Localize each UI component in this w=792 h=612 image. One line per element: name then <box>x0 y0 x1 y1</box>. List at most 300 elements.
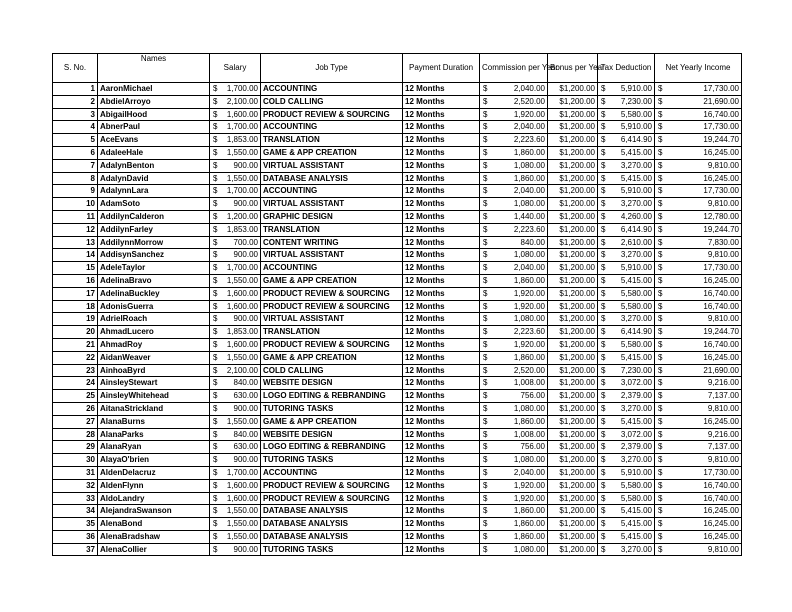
cell-commission-value: 2,040.00 <box>513 467 545 477</box>
table-row <box>53 377 742 390</box>
currency-symbol: $ <box>658 455 663 465</box>
cell-sno: 1 <box>53 83 98 96</box>
currency-symbol: $ <box>601 378 606 388</box>
cell-job-type: TUTORING TASKS <box>261 454 403 467</box>
cell-sno: 20 <box>53 326 98 339</box>
cell-commission <box>480 134 548 147</box>
cell-commission <box>480 479 548 492</box>
cell-salary-value: 840.00 <box>233 429 258 439</box>
cell-commission <box>480 300 548 313</box>
cell-salary <box>210 185 261 198</box>
currency-symbol: $ <box>483 403 488 413</box>
currency-symbol: $ <box>658 301 663 311</box>
cell-payment-duration: 12 Months <box>403 95 480 108</box>
cell-net-income-value: 9,810.00 <box>707 314 739 324</box>
currency-symbol: $ <box>658 519 663 529</box>
currency-symbol: $ <box>658 544 663 554</box>
currency-symbol: $ <box>658 416 663 426</box>
cell-salary-value: 1,600.00 <box>226 480 258 490</box>
cell-job-type: LOGO EDITING & REBRANDING <box>261 390 403 403</box>
cell-commission-value: 2,040.00 <box>513 122 545 132</box>
cell-salary <box>210 377 261 390</box>
currency-symbol: $ <box>483 224 488 234</box>
cell-sno: 36 <box>53 530 98 543</box>
table-row <box>53 300 742 313</box>
cell-net-income-value: 9,810.00 <box>707 199 739 209</box>
currency-symbol: $ <box>483 480 488 490</box>
table-row <box>53 210 742 223</box>
cell-net-income <box>655 185 742 198</box>
cell-name: AlanaBurns <box>98 415 210 428</box>
cell-commission <box>480 543 548 556</box>
currency-symbol: $ <box>483 96 488 106</box>
table-row <box>53 492 742 505</box>
cell-payment-duration: 12 Months <box>403 287 480 300</box>
cell-sno: 25 <box>53 390 98 403</box>
currency-symbol: $ <box>601 544 606 554</box>
cell-commission-value: 1,080.00 <box>513 250 545 260</box>
currency-symbol: $ <box>601 109 606 119</box>
currency-symbol: $ <box>213 442 218 452</box>
currency-symbol: $ <box>601 275 606 285</box>
table-row <box>53 249 742 262</box>
cell-payment-duration: 12 Months <box>403 134 480 147</box>
cell-bonus: $1,200.00 <box>548 466 598 479</box>
cell-bonus: $1,200.00 <box>548 454 598 467</box>
cell-sno: 34 <box>53 505 98 518</box>
cell-tax-deduction-value: 5,415.00 <box>620 531 652 541</box>
cell-tax-deduction-value: 5,910.00 <box>620 84 652 93</box>
cell-job-type: PRODUCT REVIEW & SOURCING <box>261 300 403 313</box>
currency-symbol: $ <box>213 416 218 426</box>
cell-tax-deduction <box>598 377 655 390</box>
cell-commission <box>480 338 548 351</box>
cell-salary <box>210 402 261 415</box>
currency-symbol: $ <box>658 339 663 349</box>
cell-net-income <box>655 223 742 236</box>
cell-commission-value: 2,040.00 <box>513 263 545 273</box>
cell-name: AlenaBond <box>98 518 210 531</box>
cell-payment-duration: 12 Months <box>403 377 480 390</box>
cell-name: AddilynFarley <box>98 223 210 236</box>
cell-salary <box>210 95 261 108</box>
cell-tax-deduction-value: 5,415.00 <box>620 519 652 529</box>
cell-payment-duration: 12 Months <box>403 210 480 223</box>
cell-job-type: PRODUCT REVIEW & SOURCING <box>261 108 403 121</box>
cell-sno: 27 <box>53 415 98 428</box>
currency-symbol: $ <box>601 429 606 439</box>
cell-net-income <box>655 134 742 147</box>
cell-tax-deduction-value: 5,910.00 <box>620 263 652 273</box>
cell-salary <box>210 518 261 531</box>
table-row <box>53 223 742 236</box>
cell-job-type: TRANSLATION <box>261 223 403 236</box>
cell-sno: 28 <box>53 428 98 441</box>
cell-job-type: LOGO EDITING & REBRANDING <box>261 441 403 454</box>
header-payment-duration: Payment Duration <box>403 54 480 83</box>
currency-symbol: $ <box>658 531 663 541</box>
currency-symbol: $ <box>483 211 488 221</box>
cell-salary <box>210 479 261 492</box>
cell-payment-duration: 12 Months <box>403 198 480 211</box>
currency-symbol: $ <box>601 327 606 337</box>
cell-job-type: VIRTUAL ASSISTANT <box>261 249 403 262</box>
cell-net-income <box>655 198 742 211</box>
currency-symbol: $ <box>213 519 218 529</box>
cell-salary <box>210 300 261 313</box>
currency-symbol: $ <box>483 429 488 439</box>
cell-tax-deduction-value: 5,415.00 <box>620 147 652 157</box>
currency-symbol: $ <box>601 250 606 260</box>
cell-tax-deduction-value: 3,270.00 <box>620 314 652 324</box>
cell-tax-deduction <box>598 364 655 377</box>
header-sno: S. No. <box>53 54 98 83</box>
cell-sno: 31 <box>53 466 98 479</box>
cell-name: AinsleyStewart <box>98 377 210 390</box>
cell-job-type: PRODUCT REVIEW & SOURCING <box>261 287 403 300</box>
cell-bonus: $1,200.00 <box>548 185 598 198</box>
header-net-income: Net Yearly Income <box>655 54 742 83</box>
cell-job-type: GRAPHIC DESIGN <box>261 210 403 223</box>
cell-net-income <box>655 466 742 479</box>
cell-commission-value: 2,520.00 <box>513 365 545 375</box>
cell-job-type: DATABASE ANALYSIS <box>261 505 403 518</box>
cell-net-income-value: 16,740.00 <box>703 339 739 349</box>
cell-commission-value: 1,860.00 <box>513 531 545 541</box>
cell-salary-value: 1,600.00 <box>226 288 258 298</box>
cell-commission <box>480 236 548 249</box>
cell-net-income <box>655 249 742 262</box>
currency-symbol: $ <box>483 135 488 145</box>
cell-bonus: $1,200.00 <box>548 326 598 339</box>
cell-net-income <box>655 300 742 313</box>
cell-sno: 23 <box>53 364 98 377</box>
cell-sno: 11 <box>53 210 98 223</box>
cell-net-income-value: 16,245.00 <box>703 531 739 541</box>
cell-sno: 16 <box>53 274 98 287</box>
table-row <box>53 530 742 543</box>
cell-bonus: $1,200.00 <box>548 377 598 390</box>
cell-commission-value: 1,080.00 <box>513 403 545 413</box>
cell-payment-duration: 12 Months <box>403 415 480 428</box>
currency-symbol: $ <box>658 275 663 285</box>
currency-symbol: $ <box>601 122 606 132</box>
cell-commission <box>480 351 548 364</box>
cell-net-income-value: 16,245.00 <box>703 352 739 362</box>
cell-tax-deduction <box>598 466 655 479</box>
cell-commission-value: 840.00 <box>520 237 545 247</box>
currency-symbol: $ <box>601 160 606 170</box>
cell-salary <box>210 543 261 556</box>
cell-sno: 7 <box>53 159 98 172</box>
cell-tax-deduction-value: 5,910.00 <box>620 467 652 477</box>
cell-salary <box>210 441 261 454</box>
cell-tax-deduction-value: 5,415.00 <box>620 352 652 362</box>
cell-tax-deduction <box>598 505 655 518</box>
cell-tax-deduction <box>598 454 655 467</box>
table-row <box>53 185 742 198</box>
cell-sno: 37 <box>53 543 98 556</box>
currency-symbol: $ <box>483 288 488 298</box>
currency-symbol: $ <box>658 173 663 183</box>
cell-salary <box>210 262 261 275</box>
cell-payment-duration: 12 Months <box>403 146 480 159</box>
cell-net-income <box>655 505 742 518</box>
cell-name: AddilynCalderon <box>98 210 210 223</box>
cell-commission <box>480 441 548 454</box>
cell-payment-duration: 12 Months <box>403 121 480 134</box>
header-job-type: Job Type <box>261 54 403 83</box>
cell-commission <box>480 95 548 108</box>
cell-tax-deduction-value: 5,910.00 <box>620 186 652 196</box>
cell-tax-deduction-value: 5,415.00 <box>620 275 652 285</box>
currency-symbol: $ <box>483 531 488 541</box>
currency-symbol: $ <box>658 403 663 413</box>
cell-name: AinhoaByrd <box>98 364 210 377</box>
currency-symbol: $ <box>213 480 218 490</box>
cell-bonus: $1,200.00 <box>548 390 598 403</box>
currency-symbol: $ <box>658 237 663 247</box>
cell-commission-value: 2,223.60 <box>513 327 545 337</box>
cell-commission-value: 1,860.00 <box>513 352 545 362</box>
header-tax-deduction: Tax Deduction <box>598 54 655 83</box>
cell-tax-deduction <box>598 83 655 96</box>
cell-bonus: $1,200.00 <box>548 95 598 108</box>
currency-symbol: $ <box>213 301 218 311</box>
cell-commission <box>480 505 548 518</box>
cell-job-type: DATABASE ANALYSIS <box>261 530 403 543</box>
cell-net-income <box>655 95 742 108</box>
cell-net-income-value: 9,810.00 <box>707 250 739 260</box>
cell-bonus: $1,200.00 <box>548 134 598 147</box>
currency-symbol: $ <box>483 519 488 529</box>
cell-salary <box>210 146 261 159</box>
cell-name: AaronMichael <box>98 83 210 96</box>
currency-symbol: $ <box>483 314 488 324</box>
cell-net-income-value: 19,244.70 <box>703 224 739 234</box>
table-row <box>53 274 742 287</box>
currency-symbol: $ <box>213 352 218 362</box>
table-row <box>53 146 742 159</box>
cell-commission-value: 1,920.00 <box>513 493 545 503</box>
currency-symbol: $ <box>601 147 606 157</box>
cell-payment-duration: 12 Months <box>403 518 480 531</box>
cell-bonus: $1,200.00 <box>548 262 598 275</box>
cell-net-income-value: 16,245.00 <box>703 519 739 529</box>
cell-tax-deduction <box>598 210 655 223</box>
cell-net-income-value: 12,780.00 <box>703 211 739 221</box>
cell-payment-duration: 12 Months <box>403 454 480 467</box>
cell-salary-value: 840.00 <box>233 378 258 388</box>
table-row <box>53 108 742 121</box>
cell-commission <box>480 262 548 275</box>
cell-job-type: DATABASE ANALYSIS <box>261 518 403 531</box>
cell-salary <box>210 249 261 262</box>
cell-commission-value: 1,860.00 <box>513 173 545 183</box>
cell-tax-deduction-value: 6,414.90 <box>620 135 652 145</box>
cell-tax-deduction-value: 5,415.00 <box>620 506 652 516</box>
currency-symbol: $ <box>601 519 606 529</box>
currency-symbol: $ <box>483 506 488 516</box>
cell-sno: 18 <box>53 300 98 313</box>
salary-table <box>52 53 742 556</box>
cell-job-type: CONTENT WRITING <box>261 236 403 249</box>
cell-name: AlayaO'brien <box>98 454 210 467</box>
cell-payment-duration: 12 Months <box>403 262 480 275</box>
cell-payment-duration: 12 Months <box>403 492 480 505</box>
cell-payment-duration: 12 Months <box>403 83 480 96</box>
currency-symbol: $ <box>601 493 606 503</box>
cell-job-type: VIRTUAL ASSISTANT <box>261 159 403 172</box>
cell-tax-deduction-value: 5,580.00 <box>620 480 652 490</box>
cell-salary-value: 1,550.00 <box>226 531 258 541</box>
cell-tax-deduction <box>598 300 655 313</box>
cell-payment-duration: 12 Months <box>403 543 480 556</box>
cell-net-income-value: 9,810.00 <box>707 160 739 170</box>
cell-payment-duration: 12 Months <box>403 223 480 236</box>
cell-bonus: $1,200.00 <box>548 313 598 326</box>
cell-job-type: PRODUCT REVIEW & SOURCING <box>261 338 403 351</box>
cell-net-income <box>655 518 742 531</box>
table-row <box>53 479 742 492</box>
currency-symbol: $ <box>483 199 488 209</box>
cell-tax-deduction <box>598 543 655 556</box>
cell-tax-deduction <box>598 326 655 339</box>
cell-job-type: GAME & APP CREATION <box>261 146 403 159</box>
cell-bonus: $1,200.00 <box>548 518 598 531</box>
cell-net-income-value: 9,810.00 <box>707 403 739 413</box>
cell-bonus: $1,200.00 <box>548 236 598 249</box>
currency-symbol: $ <box>483 339 488 349</box>
cell-tax-deduction-value: 3,072.00 <box>620 429 652 439</box>
cell-commission-value: 1,860.00 <box>513 147 545 157</box>
cell-salary <box>210 326 261 339</box>
cell-net-income-value: 16,740.00 <box>703 301 739 311</box>
cell-salary-value: 2,100.00 <box>226 365 258 375</box>
currency-symbol: $ <box>601 403 606 413</box>
cell-sno: 5 <box>53 134 98 147</box>
cell-commission <box>480 530 548 543</box>
cell-payment-duration: 12 Months <box>403 300 480 313</box>
cell-tax-deduction <box>598 518 655 531</box>
cell-commission <box>480 210 548 223</box>
table-row <box>53 287 742 300</box>
cell-tax-deduction-value: 3,270.00 <box>620 403 652 413</box>
cell-salary-value: 1,550.00 <box>226 506 258 516</box>
cell-salary-value: 1,853.00 <box>226 224 258 234</box>
cell-bonus: $1,200.00 <box>548 223 598 236</box>
currency-symbol: $ <box>483 186 488 196</box>
cell-name: AlejandraSwanson <box>98 505 210 518</box>
cell-salary <box>210 428 261 441</box>
cell-net-income-value: 16,245.00 <box>703 173 739 183</box>
cell-tax-deduction-value: 5,415.00 <box>620 416 652 426</box>
cell-commission-value: 1,920.00 <box>513 301 545 311</box>
currency-symbol: $ <box>483 391 488 401</box>
table-row <box>53 454 742 467</box>
cell-bonus: $1,200.00 <box>548 249 598 262</box>
cell-net-income <box>655 108 742 121</box>
cell-commission <box>480 466 548 479</box>
cell-salary-value: 1,600.00 <box>226 339 258 349</box>
currency-symbol: $ <box>213 122 218 132</box>
cell-tax-deduction <box>598 530 655 543</box>
cell-name: AlanaRyan <box>98 441 210 454</box>
cell-tax-deduction-value: 5,580.00 <box>620 339 652 349</box>
cell-net-income-value: 16,245.00 <box>703 416 739 426</box>
currency-symbol: $ <box>658 352 663 362</box>
cell-name: AdrielRoach <box>98 313 210 326</box>
currency-symbol: $ <box>658 365 663 375</box>
cell-tax-deduction-value: 5,580.00 <box>620 301 652 311</box>
table-row <box>53 134 742 147</box>
cell-commission <box>480 454 548 467</box>
currency-symbol: $ <box>601 186 606 196</box>
header-row <box>53 54 742 83</box>
currency-symbol: $ <box>483 416 488 426</box>
cell-commission <box>480 364 548 377</box>
cell-net-income <box>655 441 742 454</box>
currency-symbol: $ <box>483 378 488 388</box>
cell-net-income <box>655 236 742 249</box>
cell-salary <box>210 492 261 505</box>
currency-symbol: $ <box>658 224 663 234</box>
currency-symbol: $ <box>213 160 218 170</box>
currency-symbol: $ <box>658 109 663 119</box>
cell-salary <box>210 121 261 134</box>
header-salary: Salary <box>210 54 261 83</box>
cell-net-income <box>655 313 742 326</box>
cell-net-income <box>655 492 742 505</box>
table-row <box>53 83 742 96</box>
cell-commission-value: 1,860.00 <box>513 506 545 516</box>
cell-salary-value: 1,550.00 <box>226 147 258 157</box>
cell-net-income-value: 7,137.00 <box>707 442 739 452</box>
currency-symbol: $ <box>213 339 218 349</box>
table-row <box>53 505 742 518</box>
currency-symbol: $ <box>658 391 663 401</box>
cell-commission-value: 1,008.00 <box>513 378 545 388</box>
cell-net-income <box>655 530 742 543</box>
currency-symbol: $ <box>601 173 606 183</box>
cell-salary-value: 1,700.00 <box>226 122 258 132</box>
cell-commission-value: 1,860.00 <box>513 275 545 285</box>
currency-symbol: $ <box>601 199 606 209</box>
cell-tax-deduction-value: 3,270.00 <box>620 160 652 170</box>
cell-sno: 24 <box>53 377 98 390</box>
cell-tax-deduction <box>598 146 655 159</box>
currency-symbol: $ <box>658 442 663 452</box>
table-row <box>53 402 742 415</box>
cell-commission <box>480 83 548 96</box>
cell-salary <box>210 390 261 403</box>
currency-symbol: $ <box>483 467 488 477</box>
cell-net-income <box>655 159 742 172</box>
cell-name: AdamSoto <box>98 198 210 211</box>
cell-payment-duration: 12 Months <box>403 172 480 185</box>
cell-salary-value: 2,100.00 <box>226 96 258 106</box>
cell-tax-deduction-value: 5,415.00 <box>620 173 652 183</box>
currency-symbol: $ <box>658 135 663 145</box>
cell-job-type: ACCOUNTING <box>261 121 403 134</box>
cell-net-income <box>655 479 742 492</box>
currency-symbol: $ <box>213 84 218 93</box>
currency-symbol: $ <box>213 135 218 145</box>
currency-symbol: $ <box>658 199 663 209</box>
cell-tax-deduction-value: 7,230.00 <box>620 96 652 106</box>
cell-net-income-value: 17,730.00 <box>703 84 739 93</box>
cell-sno: 17 <box>53 287 98 300</box>
